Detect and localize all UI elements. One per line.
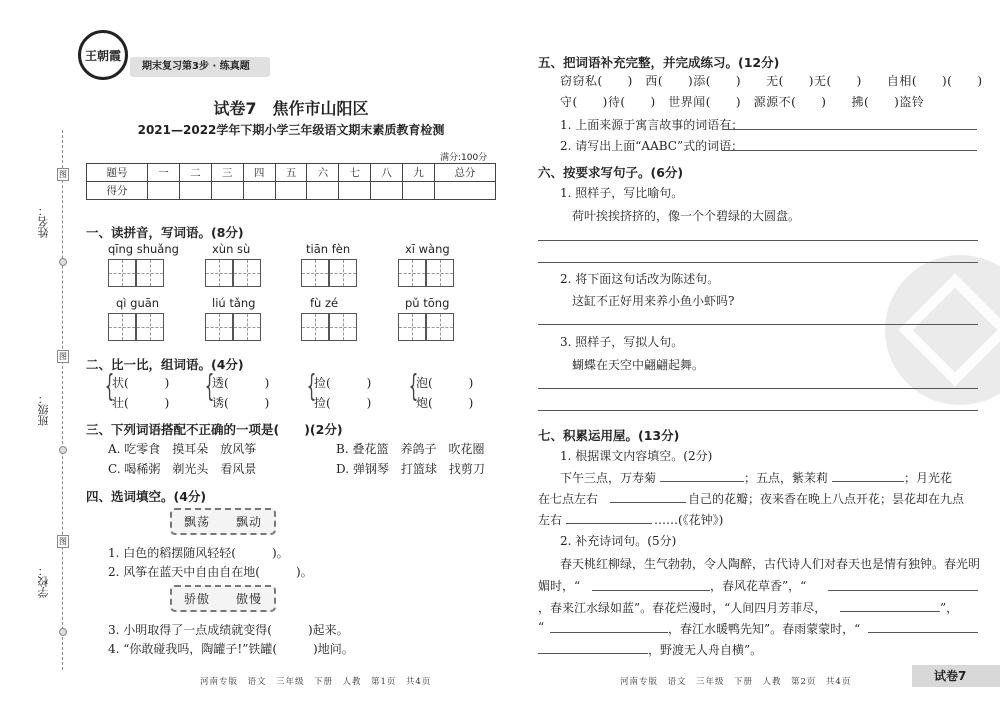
brace: { — [204, 369, 215, 404]
question: 2. 将下面这句话改为陈述句。 — [560, 272, 720, 286]
school-label: 学校： — [37, 565, 50, 598]
section-6-title: 六、按要求写句子。(6分) — [538, 165, 684, 180]
binding-hole — [59, 628, 67, 636]
pinyin-label: xùn sù — [212, 242, 251, 256]
poem-text: 媚时，“ — [538, 579, 581, 593]
score-header-cell: 二 — [179, 164, 211, 182]
writing-grid-cell[interactable] — [136, 259, 164, 287]
page-subtitle: 2021—2022学年下期小学三年级语文期末素质教育检测 — [137, 123, 445, 137]
option-c[interactable]: C. 喝稀粥 剃光头 看风景 — [108, 462, 257, 476]
binding-line — [62, 130, 63, 670]
score-header-cell: 一 — [148, 164, 180, 182]
footer-tag-label: 试卷7 — [934, 669, 967, 683]
question: 1. 白色的稻摆随风轻轻( )。 — [108, 546, 289, 560]
blank-line[interactable] — [840, 611, 940, 612]
section-1-title: 一、读拼音，写词语。(8分) — [86, 225, 244, 240]
blank-line[interactable] — [538, 653, 648, 654]
writing-grid-cell[interactable] — [233, 259, 261, 287]
binding-line-mark: 图 — [59, 352, 67, 361]
section-5-title: 五、把词语补充完整，并完成练习。(12分) — [538, 55, 780, 70]
brace: { — [306, 369, 317, 404]
idiom-row[interactable]: 窃窃私( ) 西( )添( ) 无( )无( ) 自相( )( ) — [560, 74, 983, 88]
question: 2. 风筝在蓝天中自由自在地( )。 — [108, 565, 313, 579]
writing-grid-cell[interactable] — [108, 313, 136, 341]
poem-text: ，春江水暖鸭先知”。春雨蒙蒙时，“ — [668, 622, 861, 636]
section-7-title: 七、积累运用屋。(13分) — [538, 428, 680, 443]
footer-right: 河南专版 语文 三年级 下册 人教 第2页 共4页 — [620, 677, 852, 687]
score-input-cell[interactable] — [275, 182, 307, 200]
question: 3. 小明取得了一点成绩就变得( )起来。 — [108, 623, 349, 637]
fill-text: 下午三点，万寿菊 — [560, 471, 657, 485]
full-score: 满分:100分 — [440, 153, 488, 163]
poem-text: ，春风花草香”，“ — [710, 579, 807, 593]
answer-line[interactable] — [538, 324, 978, 325]
writing-grid-cell[interactable] — [108, 259, 136, 287]
logo-text: 王朝霞 — [84, 48, 121, 63]
name-label: 姓名： — [37, 205, 50, 238]
score-header-cell: 八 — [371, 164, 403, 182]
question: 1. 照样子，写比喻句。 — [560, 186, 684, 200]
score-input-cell[interactable] — [403, 182, 435, 200]
score-input-cell[interactable] — [371, 182, 403, 200]
poem-text: ”， — [940, 601, 959, 615]
class-label: 班级： — [37, 393, 50, 426]
pinyin-label: qì guān — [116, 296, 160, 310]
score-table — [86, 163, 496, 200]
brace: { — [104, 369, 115, 404]
compare-word[interactable]: 状( ) — [112, 376, 170, 390]
brace: { — [408, 369, 419, 404]
writing-grid-cell[interactable] — [426, 259, 454, 287]
blank-line[interactable] — [550, 632, 668, 633]
question: 2. 请写出上面“AABC”式的词语： — [560, 139, 744, 153]
footer-tag — [912, 665, 1000, 687]
score-input-cell[interactable] — [148, 182, 180, 200]
score-input-cell[interactable] — [434, 182, 495, 200]
question: 3. 照样子，写拟人句。 — [560, 335, 684, 349]
section-2-title: 二、比一比，组词语。(4分) — [86, 357, 244, 372]
pinyin-label: qīng shuǎng — [108, 242, 179, 256]
fill-text: 自己的花瓣；夜来香在晚上八点开花；昙花却在九点 — [688, 492, 965, 506]
option-b[interactable]: B. 叠花篮 养鸽子 吹花圈 — [336, 442, 485, 456]
question: 1. 根据课文内容填空。(2分) — [560, 449, 713, 463]
word-choice-box: 飘荡 飘动 — [170, 508, 276, 535]
pinyin-label: xī wàng — [405, 242, 450, 256]
question: 2. 补充诗词句。(5分) — [560, 534, 677, 548]
option-a[interactable]: A. 吃零食 摸耳朵 放风筝 — [108, 442, 257, 456]
pinyin-label: fù zé — [310, 296, 339, 310]
score-header-cell: 题号 — [87, 164, 148, 182]
writing-grid-cell[interactable] — [329, 259, 357, 287]
fill-text: 左右 — [538, 513, 563, 527]
step-label: 期末复习第3步 · 练真题 — [142, 61, 250, 72]
score-input-cell[interactable] — [211, 182, 243, 200]
score-header-cell: 七 — [339, 164, 371, 182]
poem-text: 春天桃红柳绿，生气勃勃，令人陶醉，古代诗人们对春天也是情有独钟。春光明 — [560, 557, 981, 571]
blank-line[interactable] — [592, 590, 710, 591]
compare-word[interactable]: 泡( ) — [416, 376, 474, 390]
blank-line[interactable] — [610, 502, 686, 503]
score-input-cell[interactable] — [179, 182, 211, 200]
score-header-cell: 五 — [275, 164, 307, 182]
example-sentence: 这缸不正好用来养小鱼小虾吗? — [572, 294, 735, 308]
question: 1. 上面来源于寓言故事的词语有： — [560, 118, 744, 132]
step-banner — [130, 57, 270, 77]
binding-hole — [59, 258, 67, 266]
example-sentence: 蝴蝶在天空中翩翩起舞。 — [572, 358, 705, 372]
binding-line-mark: 图 — [59, 170, 67, 179]
answer-line[interactable] — [538, 240, 978, 241]
footer-left: 河南专版 语文 三年级 下册 人教 第1页 共4页 — [200, 677, 432, 687]
writing-grid-cell[interactable] — [205, 313, 233, 341]
word-choice-box: 骄傲 傲慢 — [170, 585, 276, 612]
blank-line[interactable] — [660, 481, 744, 482]
answer-line[interactable] — [538, 388, 978, 389]
compare-word[interactable]: 诱( ) — [212, 396, 270, 410]
writing-grid-cell[interactable] — [301, 259, 329, 287]
logo — [78, 30, 128, 80]
poem-text: ，野渡无人舟自横”。 — [648, 643, 763, 657]
fill-text: ；月光花 — [904, 471, 953, 485]
answer-line[interactable] — [538, 262, 978, 263]
page-title: 试卷7 焦作市山阳区 — [213, 99, 369, 118]
fill-text: ……(《花钟》) — [654, 513, 724, 527]
writing-grid-cell[interactable] — [426, 313, 454, 341]
pinyin-label: pǔ tōng — [405, 296, 450, 310]
compare-word[interactable]: 捡( ) — [314, 376, 372, 390]
score-input-cell[interactable] — [243, 182, 275, 200]
writing-grid-cell[interactable] — [398, 259, 426, 287]
compare-word[interactable]: 炮( ) — [416, 396, 474, 410]
writing-grid-cell[interactable] — [398, 313, 426, 341]
blank-line[interactable] — [828, 590, 978, 591]
pinyin-label: liú tǎng — [212, 296, 256, 310]
writing-grid-cell[interactable] — [301, 313, 329, 341]
fill-text: ；五点，紫茉莉 — [744, 471, 829, 485]
score-label-cell: 得分 — [87, 182, 148, 200]
blank-line[interactable] — [868, 632, 978, 633]
writing-grid-cell[interactable] — [136, 313, 164, 341]
pinyin-label: tiān fèn — [306, 242, 351, 256]
score-header-cell: 四 — [243, 164, 275, 182]
binding-line-mark: 图 — [59, 537, 67, 546]
compare-word[interactable]: 壮( ) — [112, 396, 170, 410]
poem-text: ，春来江水绿如蓝”。春花烂漫时，“人间四月芳菲尽， — [538, 601, 827, 615]
section-3-title: 三、下列词语搭配不正确的一项是( )(2分) — [86, 422, 343, 437]
fill-text: 在七点左右 — [538, 492, 599, 506]
score-header-cell: 六 — [307, 164, 339, 182]
writing-grid-cell[interactable] — [329, 313, 357, 341]
answer-line[interactable] — [722, 129, 977, 130]
option-d[interactable]: D. 弹钢琴 打篮球 找剪刀 — [336, 462, 485, 476]
blank-line[interactable] — [566, 523, 652, 524]
answer-line[interactable] — [538, 410, 978, 411]
score-header-cell: 九 — [403, 164, 435, 182]
compare-word[interactable]: 捡( ) — [314, 396, 372, 410]
compare-word[interactable]: 透( ) — [212, 376, 270, 390]
section-4-title: 四、选词填空。(4分) — [86, 489, 207, 504]
binding-hole — [59, 446, 67, 454]
question: 4. “你敢碰我吗，陶罐子!”铁罐( )地问。 — [108, 642, 354, 656]
score-header-cell: 总分 — [434, 164, 495, 182]
writing-grid-cell[interactable] — [205, 259, 233, 287]
answer-line[interactable] — [722, 150, 977, 151]
writing-grid-cell[interactable] — [233, 313, 261, 341]
example-sentence: 荷叶挨挨挤挤的，像一个个碧绿的大圆盘。 — [572, 209, 801, 223]
poem-text: “ — [538, 620, 545, 634]
score-input-cell[interactable] — [307, 182, 339, 200]
blank-line[interactable] — [832, 481, 904, 482]
score-header-cell: 三 — [211, 164, 243, 182]
idiom-row[interactable]: 守( )待( ) 世界闻( ) 源源不( ) 拂( )盗铃 — [560, 95, 925, 109]
score-input-cell[interactable] — [339, 182, 371, 200]
